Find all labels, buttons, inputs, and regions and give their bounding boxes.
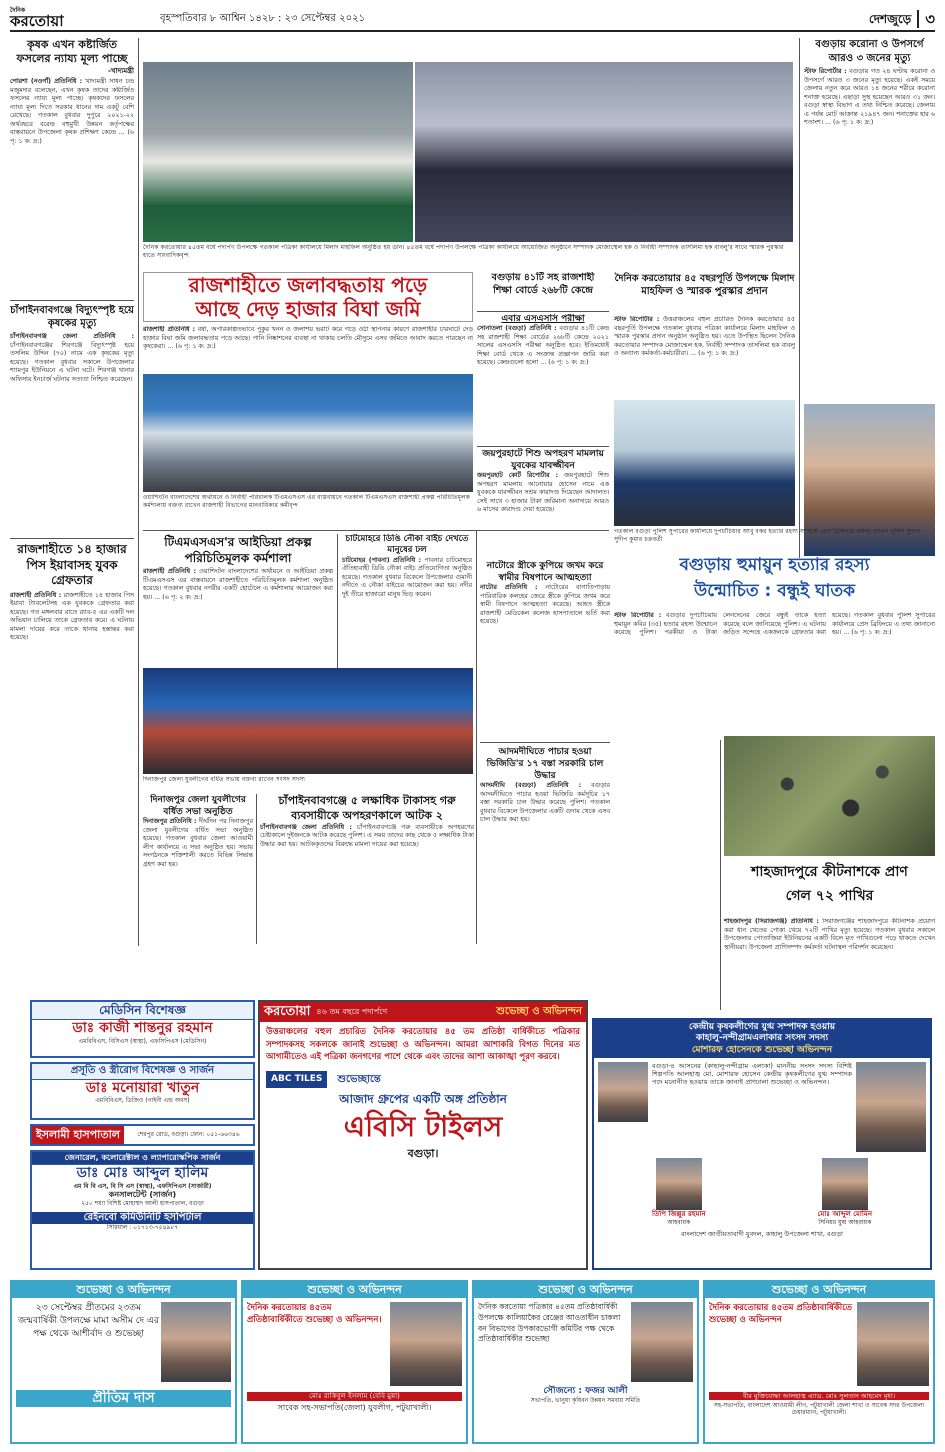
greet-sponsor: সাবেক সহ-সভাপতি(জেলা) যুবলীগ, পটুয়াখালী। bbox=[277, 1402, 432, 1412]
dateline: চাঁপাইনবাবগঞ্জ জেলা প্রতিনিধি : bbox=[260, 823, 352, 831]
story-joypurhat bbox=[477, 448, 609, 528]
story-jubo-league bbox=[143, 794, 253, 944]
milad-headline-2: মাহফিল ও স্মারক পুরস্কার প্রদান bbox=[641, 286, 768, 298]
greet-photo bbox=[161, 1302, 231, 1382]
ad-greeting-2 bbox=[241, 1280, 468, 1444]
divider bbox=[10, 538, 134, 539]
dateline: সোনাতলা (বগুড়া) প্রতিনিধি : bbox=[477, 325, 557, 333]
story-rice-recovery bbox=[480, 746, 610, 944]
anniv-body: উত্তরাঞ্চলের বহুল প্রচারিত দৈনিক করতোয়ার ৪৫ তম প্রতিষ্ঠা বার্ষিকীতে পত্রিকার সম্পাদকসহ সকলকে জানাই শুভেচ্ছা ও অভিনন্দন। আমরা আশাকরি বিগত দিনের মত আগামীতেও এই পত্রিকা জনগণের পাশে থেকে এবং তাদের আশা আকাঙ্খা পূরণ করবে। bbox=[266, 1027, 580, 1062]
caption-right: ডান। ৪৫তম বর্ষে পদার্পণ উপলক্ষে পত্রিকা কার্যালয়ে আয়োজিত অনুষ্ঠানে সম্পাদক মোজাম্মেল হক ও নির্বাহী সম্পাদক তাসলিমা হক বাবলু'র সাথে স্মারক পুরস্কার হাতে সাংবাদিকবৃন্দ bbox=[143, 244, 784, 260]
ad-doctor-name: ডাঃ মোঃ আব্দুল হালিম bbox=[76, 1165, 209, 1181]
column-rule bbox=[138, 38, 139, 946]
column-rule bbox=[799, 38, 800, 558]
abc-logo: ABC TILES bbox=[266, 1071, 327, 1088]
ad-doctor-surgeon bbox=[30, 1150, 255, 1270]
dateline: স্টাফ রিপোর্টার : bbox=[614, 612, 662, 619]
greet-photo bbox=[857, 1302, 929, 1386]
dateline: শাহজাদপুর (সিরাজগঞ্জ) প্রতিনিধি : bbox=[724, 918, 819, 925]
story-ssc-exam bbox=[477, 314, 609, 444]
hospital-address: শেরপুর রোড, বগুড়া। ফোন: ০৫১-৬৬৩৪৬ bbox=[137, 1131, 240, 1139]
greet-photo bbox=[631, 1302, 693, 1382]
ad-islami-hospital bbox=[30, 1124, 255, 1146]
dateline: রাজশাহী প্রতিনিধি : bbox=[143, 326, 195, 333]
signatory-1-photo bbox=[656, 1158, 702, 1210]
edu-headline-2: শিক্ষা বোর্ডে ২৬৮টি কেন্দ্রে bbox=[493, 284, 593, 296]
mp-photo bbox=[856, 1062, 926, 1152]
paper-logo bbox=[10, 8, 130, 31]
ad-doctor-medicine bbox=[30, 1000, 255, 1058]
signatory-1-role: আহবায়ক bbox=[667, 1218, 691, 1226]
greet-head: শুভেচ্ছা ও অভিনন্দন bbox=[474, 1282, 697, 1298]
workshop-caption: ওয়াশিংটন বাংলাদেশের অর্থায়নে ও নির্বাহী পরিচালক টিএমএসএস এর বাস্তবায়নে গতকাল টিএমএসএস রাজশাহী প্রকল্প পরিচিতিমূলক কর্মশালায় বক্তব্য রাখেন রাজশাহী বিভাগের মানবাধিকার কর্মীবৃন্দ bbox=[143, 494, 470, 510]
greet-name: মোঃ রাকিবুল ইসলাম (বেবি মুন্না) bbox=[247, 1392, 462, 1401]
photo-milad-mahfil bbox=[143, 62, 413, 242]
logo-text: করতোয়া bbox=[10, 11, 64, 30]
ad-political-greeting bbox=[592, 1018, 932, 1270]
story-kidnap-arrest bbox=[260, 794, 474, 944]
headline: চাঁপাইনবাবগঞ্জে ৫ লক্ষাধিক টাকাসহ গরু ব্যবসায়ীকে অপহরণকালে আটক ২ bbox=[278, 794, 456, 822]
political-line-3: মোশারফ হোসেনকে শুভেচ্ছা অভিনন্দন bbox=[691, 1044, 833, 1055]
story-body: বগুড়ায় গত ২৪ ঘণ্টায় করোনা ও উপসর্গে আরও ৩ জনের মৃত্যু হয়েছে। একই সময়ে জেলায় নতুন করে আরও ১৪ জনের শরীরে করোনা শনাক্ত হয়েছে। এছাড়া সুস্থ হয়েছেন আরও ৩১ জন। বগুড়া স্বাস্থ্য বিভাগ এ তথ্য নিশ্চিত করেছে। জেলায় এ পর্যন্ত মোট আক্রান্ত ২১৯৪৭ জন। শনাক্তের হার ৬ শতাংশ। ... (৬ পৃ: ১ ক: দ্র:) bbox=[804, 68, 935, 126]
murder-story-continued bbox=[614, 740, 716, 1010]
anniv-brand: করতোয়া bbox=[264, 1004, 311, 1019]
political-line-1: কেন্দ্রীয় কৃষকলীগের যুগ্ম সম্পাদক হওয়ায় bbox=[688, 1022, 836, 1032]
politician-photo bbox=[598, 1062, 648, 1122]
ad-quals: এম বি বি এস, বি সি এস (স্বাস্থ্য), এফসিপিএস (সার্জারী) bbox=[73, 1182, 212, 1190]
greet-body: দৈনিক করতোয়ার ৪৫তম প্রতিষ্ঠাবার্ষিকীতে শুভেচ্ছা ও অভিনন্দন। bbox=[247, 1302, 382, 1326]
milad-headline-1: দৈনিক করতোয়ার ৪৫ বছরপূর্তি উপলক্ষে মিলাদ bbox=[614, 273, 795, 284]
headline: রাজশাহীতে ১৪ হাজার পিস ইয়াবাসহ যুবক গ্রেফতার bbox=[17, 542, 127, 588]
ad-doctor-name: ডাঃ মনোয়ারা খাতুন bbox=[85, 1079, 200, 1096]
ad-quals: এমবিবিএস, ডিজিও (গাইনী এন্ড অবস) bbox=[95, 1097, 190, 1104]
political-body: বগুড়া-৪ আসনের (কাহালু-নন্দীগ্রাম এলাকা) মাননীয় সংসদ সদস্য বিশিষ্ট শিল্পপতি আলহাজ্ব মো. মোশারফ হোসেন কেন্দ্রীয় কৃষকলীগের যুগ্ম সম্পাদক পদে মনোনীত হওয়ায় তাকে জানাই প্রাণঢালা শুভেচ্ছা ও অভিনন্দন। bbox=[652, 1061, 852, 1087]
greet-head: শুভেচ্ছা ও অভিনন্দন bbox=[243, 1282, 466, 1298]
story-yaba-arrest bbox=[10, 542, 134, 942]
story-body: বগুড়ার ৪১টি কেন্দ্র সহ রাজশাহী শিক্ষা বোর্ডের ২৬৮টি কেন্দ্রে ২০২১ সালের এসএসসি পরীক্ষা অনুষ্ঠিত হবে। ইতিমধ্যেই শিক্ষা বোর্ড থেকে এ সংক্রান্ত প্রজ্ঞাপন জারি করা হয়েছে। কেন্দ্রগুলো হলো ... (৬ পৃ: ১ ক: দ্র:) bbox=[477, 325, 609, 367]
story-tmss-workshop bbox=[143, 534, 333, 664]
stage-caption: দিনাজপুর জেলা যুবলীগের বর্ধিত সভায় বক্তব্য রাখেন সংসদ সদস্য bbox=[143, 776, 306, 783]
photo-jubo-league-stage bbox=[143, 668, 473, 774]
dateline: চাটমোহর (পাবনা) প্রতিনিধি : bbox=[342, 556, 422, 564]
dateline: স্টাফ রিপোর্টার : bbox=[804, 68, 847, 75]
press-conference-caption: গতকাল বগুড়া পুলিশ সুপারের কার্যালয়ে দুপচাঁচিয়ার আবু বকর হত্যার রহস্য সম্পর্কে প্রেস ব্রিফিংয়ে বক্তব্য রাখেন পুলিশ সুপার সুদীপ কুমার চক্রবর্তী bbox=[614, 528, 921, 544]
greet-photo bbox=[390, 1302, 462, 1386]
headline: টিএমএসএস'র আইডিয়া প্রকল্প পরিচিতিমূলক কর্মশালা bbox=[164, 535, 312, 566]
sub-headline: এবার এসএসসি পরীক্ষা bbox=[501, 314, 585, 324]
story-body: ওয়াশিংটন বাংলাদেশের অর্থায়নে ও আইডিয়া প্রকল্প টিএমএসএস এর বাস্তবায়নে রাজশাহীতে পরিচিতিমূলক কর্মশালা অনুষ্ঠিত হয়েছে। গতকাল বুধবার নগরীর একটি হোটেলে এ কর্মশালার আয়োজন করা হয়। ... (৬ পৃ: ২ ক: দ্র:) bbox=[143, 568, 333, 601]
abc-logo-row bbox=[260, 1067, 586, 1092]
column-rule bbox=[476, 530, 477, 944]
divider bbox=[10, 300, 134, 301]
ad-title: জেনারেল, কলোরেক্টাল ও ল্যাপারোস্কপিক সার্জন bbox=[32, 1152, 253, 1165]
ad-title: প্রসূতি ও স্ত্রীরোগ বিশেষজ্ঞ ও সার্জন bbox=[32, 1064, 253, 1080]
ad-anniversary bbox=[258, 1000, 588, 1270]
main-headline-1: রাজশাহীতে জলাবদ্ধতায় পড়ে bbox=[188, 273, 428, 297]
headline: চাঁপাইনবাবগঞ্জে বিদ্যুৎস্পৃষ্ট হয়ে কৃষকের মৃত্যু bbox=[10, 305, 134, 329]
dateline: রাজশাহী প্রতিনিধি : bbox=[10, 591, 62, 599]
signatory-2-role: সিনিয়র যুগ্ম আহবায়ক bbox=[818, 1218, 872, 1226]
page-number: ৩ bbox=[917, 10, 935, 29]
divider bbox=[480, 742, 610, 743]
dateline: দিনাজপুর প্রতিনিধি : bbox=[143, 818, 197, 826]
greet-sponsor: সভাপতি, ভানুয়া কৃষিবন উন্নয়ন সমবায় সমিতি bbox=[530, 1397, 641, 1404]
story-body: বর্ষা, অপরিকল্পিতভাবে পুকুর খনন ও জলাশয় ভরাট করে গড়ে ওঠা স্থাপনার কারণে রাজশাহীর চারঘাটে দেড় হাজার বিঘা জমি জলাবদ্ধতায় পড়ে আছে। পানি নিষ্কাশনের ব্যবস্থা না থাকায় চলতি মৌসুমে এসব জমিতে আবাদ করতে পারছেন না কৃষকেরা। ... (৬ পৃ: ১ ক: দ্র:) bbox=[143, 326, 473, 350]
ad-doctor-gynae bbox=[30, 1062, 255, 1120]
story-body: খাদ্যমন্ত্রী সাধন চন্দ্র মজুমদার বলেছেন, এখন কৃষক তাদের কষ্টার্জিত ফসলের ন্যায্য মূল্য পাচ্ছে। কৃষকদের ফসলের ন্যায্য মূল্য দিতে সরকার ধানের দাম একটু বেশি রেখেছে। গতকাল বুধবার দুপুরে ২০২১-২২ অর্থবছরে বরেন্দ্র বহুমুখী উন্নয়ন কর্তৃপক্ষের বাস্তবায়নে উপজেলা কৃষক প্রশিক্ষণ কেন্দ্রে ... (৬ পৃ: ১ ক: দ্র:) bbox=[10, 78, 134, 145]
dateline: রাজশাহী প্রতিনিধি : bbox=[143, 568, 196, 576]
hospital-name: ইসলামী হাসপাতাল bbox=[32, 1125, 124, 1145]
birds-headline-2: গেল ৭২ পাখির bbox=[785, 888, 874, 904]
headline: দিনাজপুর জেলা যুবলীগের বর্ধিত সভা অনুষ্ঠিত bbox=[150, 795, 246, 818]
dateline: বৃহস্পতিবার ৮ আশ্বিন ১৪২৮ : ২৩ সেপ্টেম্বর ২০২১ bbox=[160, 12, 366, 24]
signatory-2-name: মোঃ আব্দুল মোমিন bbox=[817, 1209, 873, 1218]
story-body: রাজশাহীতে ১৪ হাজার পিস ইয়াবা ট্যাবলেটসহ এক যুবককে গ্রেফতার করা হয়েছে। গত মঙ্গলবার রাতে র‌্যাব-৫ এর একটি দল অভিযান চালিয়ে তাকে গ্রেফতার করে। এ ঘটনায় মামলা দায়ের করে তাকে থানায় হস্তান্তর করা হয়েছে। bbox=[10, 591, 134, 642]
birds-story-body bbox=[724, 918, 935, 1010]
ad-quals: এমবিবিএস, বিসিএস (স্বাস্থ্য), এফসিপিএস (মেডিসিন) bbox=[78, 1037, 207, 1045]
greet-body: দৈনিক করতোয়ার ৪৫তম প্রতিষ্ঠাবার্ষিকীতে শুভেচ্ছা ও অভিনন্দন bbox=[709, 1302, 853, 1326]
milad-story-body bbox=[614, 316, 795, 396]
signatory-1-name: তিপি জিল্লুর রহমান bbox=[651, 1209, 706, 1218]
ad-greeting-3 bbox=[472, 1280, 699, 1444]
ad-greeting-birthday bbox=[10, 1280, 237, 1444]
murder-headline-box bbox=[614, 552, 935, 608]
kicker: -খাদ্যমন্ত্রী bbox=[108, 66, 134, 75]
edu-headline-box bbox=[477, 272, 609, 312]
political-banner bbox=[594, 1020, 930, 1058]
dateline: আদমদীঘি (বগুড়া) প্রতিনিধি : bbox=[480, 782, 582, 790]
ad-phone: সিরিয়াল : ০১৭১৩-৭৫৪৯৮৭ bbox=[106, 1224, 179, 1231]
greet-head: শুভেচ্ছা ও অভিনন্দন bbox=[705, 1282, 933, 1298]
greet-name: বীর মুক্তিযোদ্ধা আলহাজ্ব এ্যাড. মোঃ সুলতান আহমেদ মৃধা। bbox=[709, 1392, 929, 1400]
abc-city: বগুড়া। bbox=[407, 1147, 439, 1161]
story-body: পাবনার চাটমোহরে ঐতিহ্যবাহী ডিঙি নৌকা বাইচ প্রতিযোগিতা অনুষ্ঠিত হয়েছে। গতকাল বুধবার বিকেলে উপজেলার গুমানী নদীতে এ নৌকা বাইচের আয়োজন করা হয়। নদীর দুই তীরে হাজারো মানুষ ভিড় করেন। bbox=[342, 556, 472, 598]
abc-tag: শুভেচ্ছান্তে bbox=[337, 1073, 381, 1085]
ad-doctor-name: ডাঃ কাজী শান্তনুর রহমান bbox=[72, 1020, 213, 1036]
greet-sponsor: সহ-সভাপতি, বাংলাদেশ আওয়ামী লীগ, পটুয়াখালী জেলা শাখা ও সাবেক সদর উপজেলা চেয়ারম্যান, পটুয়াখালী। bbox=[713, 1401, 925, 1417]
story-body: চাঁপাইনবাবগঞ্জের শিবগঞ্জে বিদ্যুৎস্পৃষ্ট হয়ে তসলিম উদ্দিন (৭০) নামে এক কৃষকের মৃত্যু হয়েছে। গতকাল বুধবার সকালে উপজেলার শ্যামপুর ইউনিয়নে এ ঘটনা ঘটে। শিবগঞ্জ থানার অফিসার ইনচার্জ ঘটনার সত্যতা নিশ্চিত করেছেন। bbox=[10, 341, 134, 383]
story-body: নাটোরের বাগাতিপাড়ায় পারিবারিক কলহের জেরে স্ত্রীকে কুপিয়ে জখম করে স্বামী বিষপানে আত্মহত্যা করেছে। আহত স্ত্রীকে রাজশাহী মেডিকেল কলেজ হাসপাতালে ভর্তি করা হয়েছে। bbox=[480, 584, 610, 626]
anniv-banner-text: ৪৬ তম বছরে পদার্পণে bbox=[316, 1007, 388, 1017]
murder-story-body bbox=[614, 612, 935, 736]
story-boat-race bbox=[342, 534, 472, 664]
story-body: চাঁপাইনবাবগঞ্জে গরু ব্যবসায়ীকে অপহরণের চেষ্টাকালে দুইজনকে আটক করেছে পুলিশ। এ সময় তাদের কাছ থেকে ৫ লক্ষাধিক টাকা উদ্ধার করা হয়। আটককৃতদের বিরুদ্ধে মামলা দায়ের করা হয়েছে। bbox=[260, 823, 474, 848]
political-line-2: কাহালু-নন্দীগ্রামএলাকার সংসদ সদস্য bbox=[695, 1033, 829, 1044]
dateline: পোরশা (নওগাঁ) প্রতিনিধি : bbox=[10, 78, 83, 86]
dateline: চাঁপাইনবাবগঞ্জ জেলা প্রতিনিধি : bbox=[10, 333, 134, 340]
headline: নাটোরে স্ত্রীকে কুপিয়ে জখম করে স্বামীর বিষপানে আত্মহত্যা bbox=[486, 561, 604, 584]
ad-role: কনসালটেন্ট (সার্জন) bbox=[108, 1190, 177, 1199]
photo-press-conference bbox=[614, 400, 795, 526]
greet-body: দৈনিক করতোয়া পত্রিকার ৪৫তম প্রতিষ্ঠাবার্ষিকী উপলক্ষে কালিয়াকৈর রেঞ্জের আওতাধীন চাকলা বন বিভাগের উপকারভোগী কমিটির পক্ষ থেকে প্রতিষ্ঠাবার্ষিকীর শুভেচ্ছা bbox=[478, 1301, 621, 1344]
ad-chamber: রেইনবো কমিউনিটি হসপিটাল bbox=[32, 1212, 253, 1225]
story-body: উত্তরাঞ্চলের বহুল প্রচারিত দৈনিক করতোয়ার ৪৫ বছরপূর্তি উপলক্ষে গতকাল বুধবার পত্রিকা কার্যালয়ে মিলাদ মাহফিল ও স্মারক পুরস্কার প্রদান অনুষ্ঠান অনুষ্ঠিত হয়। এতে উপস্থিত ছিলেন দৈনিক করতোয়ার সম্পাদক মোজাম্মেল হক, নির্বাহী সম্পাদক তাসলিমা হক বাবলু ও অন্যান্য কর্মকর্তা-কর্মচারীরা। ... (৬ পৃ: ১ ক: দ্র:) bbox=[614, 316, 795, 357]
birds-headline-box bbox=[724, 860, 935, 916]
ad-greeting-4 bbox=[703, 1280, 935, 1444]
dateline: নাটোর প্রতিনিধি : bbox=[480, 584, 538, 592]
signatory-2-photo bbox=[822, 1158, 868, 1210]
birds-headline-1: শাহজাদপুরে কীটনাশকে প্রাণ bbox=[751, 864, 908, 880]
top-photo-caption bbox=[143, 244, 793, 268]
murder-headline-2: উন্মোচিত : বন্ধুই ঘাতক bbox=[693, 581, 856, 601]
photo-workshop bbox=[143, 374, 473, 492]
story-body: দীর্ঘদিন পর দিনাজপুর জেলা যুবলীগের বর্ধিত সভা অনুষ্ঠিত হয়েছে। গতকাল বুধবার জেলা আওয়ামী লীগ কার্যালয়ে এ সভা অনুষ্ঠিত হয়। সভায় সংগঠনকে শক্তিশালী করতে বিভিন্ন সিদ্ধান্ত গ্রহণ করা হয়। bbox=[143, 818, 253, 868]
column-rule bbox=[256, 794, 257, 944]
ad-hospital: ২৫০ শয্যা বিশিষ্ট মোহাম্মদ আলী হাসপাতাল, বগুড়া bbox=[81, 1200, 204, 1207]
greet-head: শুভেচ্ছা ও অভিনন্দন bbox=[12, 1282, 235, 1298]
ad-title: মেডিসিন বিশেষজ্ঞ bbox=[32, 1002, 253, 1020]
dateline: জয়পুরহাট কোর্ট রিপোর্টার : bbox=[477, 472, 559, 480]
logo-small-text: দৈনিক bbox=[10, 6, 26, 14]
story-body: বগুড়ার আদমদীঘিতে পাচার হওয়া ভিজিডি কর্মসূচির ১৭ বস্তা সরকারি চাল উদ্ধার করেছে পুলিশ। গতকাল বুধবার বিকেলে উপজেলার একটি গুদাম থেকে এসব চাল উদ্ধার করা হয়। bbox=[480, 782, 610, 824]
column-rule bbox=[337, 534, 338, 668]
abc-group: আজাদ গ্রুপের একটি অঙ্গ প্রতিষ্ঠান bbox=[339, 1092, 507, 1107]
story-corona-deaths bbox=[804, 38, 935, 398]
political-footer: বাংলাদেশ জাতীয়তাবাদী যুবদল, কাহালু উপজেলা শাখা, বগুড়া bbox=[681, 1230, 843, 1238]
story-body: সিরাজগঞ্জের শাহজাদপুরে কীটনাশক প্রয়োগ করা ধান খেতের পোকা খেয়ে ৭২টি পাখির মৃত্যু হয়েছে। গতকাল বুধবার সকালে উপজেলার পোতাজিয়া ইউনিয়নের একটি বিলে মৃত পাখিগুলো পড়ে থাকতে দেখেন স্থানীয়রা। উপজেলা প্রাণিসম্পদ কর্মকর্তা ঘটনাস্থল পরিদর্শন করেছেন। bbox=[724, 918, 935, 951]
section-name: দেশজুড়ে bbox=[868, 11, 912, 26]
edu-headline-1: বগুড়ায় ৪১টি সহ রাজশাহী bbox=[491, 272, 595, 283]
greet-name: সৌজন্যে : ফজর আলী bbox=[543, 1385, 628, 1396]
divider bbox=[143, 530, 609, 531]
photo-award-recipients bbox=[415, 62, 793, 242]
story-body: জয়পুরহাটে শিশু অপহরণ মামলায় আনোয়ার হোসেন নামে এক যুবককে যাবজ্জীবন সশ্রম কারাদণ্ড দিয়েছেন আদালত। সেই সাথে ৩ হাজার টাকা জরিমানা অনাদায়ে আরও ৬ মাসের কারাদণ্ড দেয়া হয়েছে। bbox=[477, 472, 609, 514]
greet-name: প্রীতিম দাস bbox=[16, 1390, 231, 1408]
story-food-minister bbox=[10, 38, 134, 298]
milad-headline-box bbox=[614, 272, 795, 312]
headline: কৃষক এখন কষ্টার্জিত ফসলের ন্যায্য মূল্য পাচ্ছে bbox=[16, 38, 128, 66]
column-rule bbox=[720, 740, 721, 1010]
headline: বগুড়ায় করোনা ও উপসর্গে আরও ৩ জনের মৃত্যু bbox=[815, 39, 924, 64]
story-natore bbox=[480, 560, 610, 740]
headline: আদমদীঘিতে পাচার হওয়া ভিজিডি'র ১৭ বস্তা সরকারি চাল উদ্ধার bbox=[486, 747, 604, 782]
divider bbox=[477, 446, 609, 447]
dateline: স্টাফ রিপোর্টার : bbox=[614, 316, 660, 323]
caption-left: দৈনিক করতোয়ার ৪৫তম বর্ষে পদার্পণ উপলক্ষে গতকাল পত্রিকা কার্যালয়ে মিলাদ মাহফিল অনুষ্ঠিত হয় bbox=[143, 244, 391, 251]
story-electrocution bbox=[10, 304, 134, 534]
greet-body: ২৩ সেপ্টেম্বর প্রীতমের ২৩তম জন্মবার্ষিকী উপলক্ষে মামা অসীম দে এর পক্ষ থেকে আশীর্বাদ ও শুভেচ্ছা bbox=[18, 1302, 159, 1339]
anniv-banner bbox=[260, 1002, 586, 1022]
anniv-slogan: শুভেচ্ছা ও অভিনন্দন bbox=[496, 1005, 582, 1017]
main-story-body bbox=[143, 326, 473, 370]
main-headline-box bbox=[143, 272, 473, 322]
abc-company: এবিসি টাইলস bbox=[343, 1110, 503, 1144]
murder-headline-1: বগুড়ায় হুমায়ুন হত্যার রহস্য bbox=[679, 555, 870, 575]
headline: জয়পুরহাটে শিশু অপহরণ মামলায় যুবকের যাবজ্জীবন bbox=[482, 449, 604, 472]
photo-dead-birds bbox=[724, 736, 935, 856]
headline: চাটমোহরে ডিঙি নৌকা বাইচ দেখতে মানুষের ঢল bbox=[345, 534, 469, 556]
masthead bbox=[10, 8, 935, 32]
main-headline-2: আছে দেড় হাজার বিঘা জমি bbox=[195, 297, 421, 321]
story-body: বগুড়ার দুপচাঁচিয়ায় হুমায়ুন কবির (৩৫) হত্যার রহস্য উন্মোচন করেছে পুলিশ। পরকীয়া ও টাকা লেনদেনের জেরে বন্ধুই তাকে হত্যা করেছে বলে জানিয়েছে পুলিশ। এ ঘটনায় জড়িত সন্দেহে একজনকে গ্রেফতার করা হয়েছে। গতকাল বুধবার পুলিশ সুপারের কার্যালয়ে প্রেস ব্রিফিংয়ে এ তথ্য জানানো হয়। ... (৬ পৃ: ১ ক: দ্র:) bbox=[614, 612, 935, 636]
